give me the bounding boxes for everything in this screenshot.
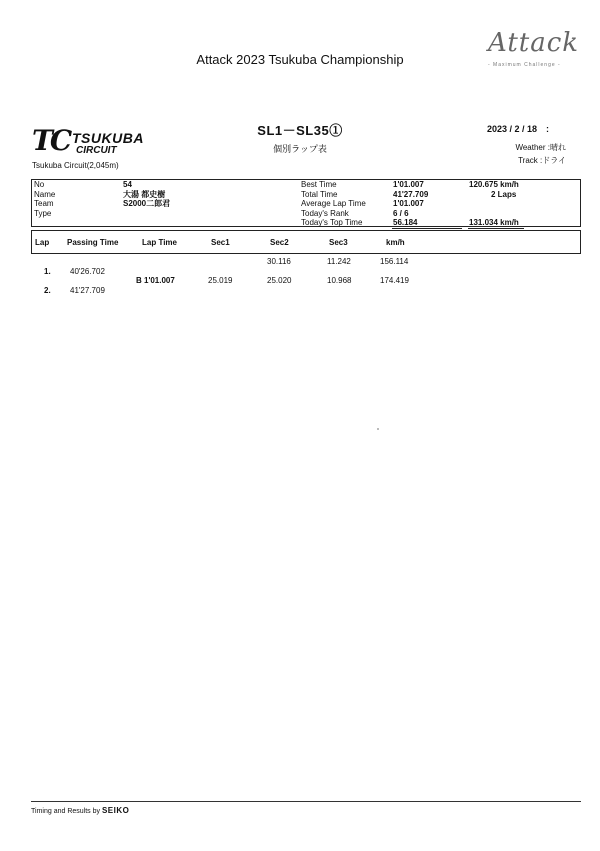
row1-lap-time: B 1'01.007 — [136, 276, 175, 285]
top-speed: 131.034 km/h — [469, 218, 519, 227]
event-name: SL1－SL35① — [257, 123, 343, 138]
label-top-time: Today's Top Time — [301, 218, 363, 227]
lap-count: 2 Laps — [491, 189, 517, 199]
pre-kmh: 156.114 — [380, 257, 409, 266]
row1-sec2: 25.020 — [267, 276, 292, 285]
footer-rule — [31, 801, 581, 802]
footer — [31, 806, 129, 815]
col-sec2: Sec2 — [270, 238, 289, 247]
tsukuba-logo-line1: TSUKUBA — [72, 130, 144, 146]
best-time: 1'01.007 — [393, 180, 424, 189]
attack-logo-script: Attack — [488, 28, 580, 58]
row1-passing-time: 40'26.702 — [70, 267, 105, 276]
col-lap: Lap — [35, 238, 50, 247]
driver-name: 大湯 都史樹 — [123, 189, 166, 199]
label-best-time: Best Time — [301, 180, 337, 189]
document-title: Attack 2023 Tsukuba Championship — [196, 52, 404, 67]
col-lap-time: Lap Time — [142, 238, 177, 247]
top-time-underline — [392, 228, 462, 229]
tsukuba-logo-mark: TC — [32, 124, 70, 157]
col-passing-time: Passing Time — [67, 238, 119, 247]
row2-lap: 2. — [44, 286, 51, 295]
stat-values — [393, 180, 428, 228]
row1-lap: 1. — [44, 267, 51, 276]
weather: Weather :晴れ — [515, 143, 566, 152]
label-total-time: Total Time — [301, 189, 338, 199]
total-time: 41'27.709 — [393, 189, 429, 199]
label-team: Team — [34, 199, 54, 208]
scan-speck — [377, 428, 379, 430]
row1-sec1: 25.019 — [208, 276, 233, 285]
car-number: 54 — [123, 180, 132, 189]
best-speed: 120.675 km/h — [469, 180, 519, 189]
report-subtitle: 個別ラップ表 — [273, 144, 327, 154]
attack-logo — [478, 26, 588, 76]
label-type: Type — [34, 208, 52, 218]
col-kmh: km/h — [386, 238, 405, 247]
circuit-name: Tsukuba Circuit(2,045m) — [32, 161, 119, 170]
track-condition: Track :ドライ — [518, 156, 566, 165]
col-sec3: Sec3 — [329, 238, 348, 247]
car-type — [123, 209, 170, 219]
today-top-time: 56.184 — [393, 218, 418, 227]
col-sec1: Sec1 — [211, 238, 230, 247]
label-no: No — [34, 180, 45, 189]
attack-logo-tagline: - Maximum Challenge - — [488, 62, 561, 68]
label-rank: Today's Rank — [301, 208, 349, 218]
team-name: S2000二郎君 — [123, 199, 171, 208]
pre-sec3: 11.242 — [327, 257, 351, 266]
top-speed-underline — [468, 228, 524, 229]
tsukuba-logo-line2: CIRCUIT — [76, 145, 117, 156]
label-name: Name — [34, 189, 56, 199]
today-rank: 6 / 6 — [393, 208, 409, 218]
row1-kmh: 174.419 — [380, 276, 409, 285]
pre-sec2: 30.116 — [267, 257, 291, 266]
row1-sec3: 10.968 — [327, 276, 352, 285]
event-date: 2023 / 2 / 18 : — [487, 124, 550, 134]
average-lap-time: 1'01.007 — [393, 199, 424, 208]
label-average-lap: Average Lap Time — [301, 199, 366, 208]
seiko-logo: SEIKO — [101, 806, 130, 815]
info-values — [123, 180, 170, 218]
stat-labels — [301, 180, 366, 228]
info-labels — [34, 180, 55, 218]
row2-passing-time: 41'27.709 — [70, 286, 105, 295]
footer-text: Timing and Results by — [31, 808, 100, 815]
